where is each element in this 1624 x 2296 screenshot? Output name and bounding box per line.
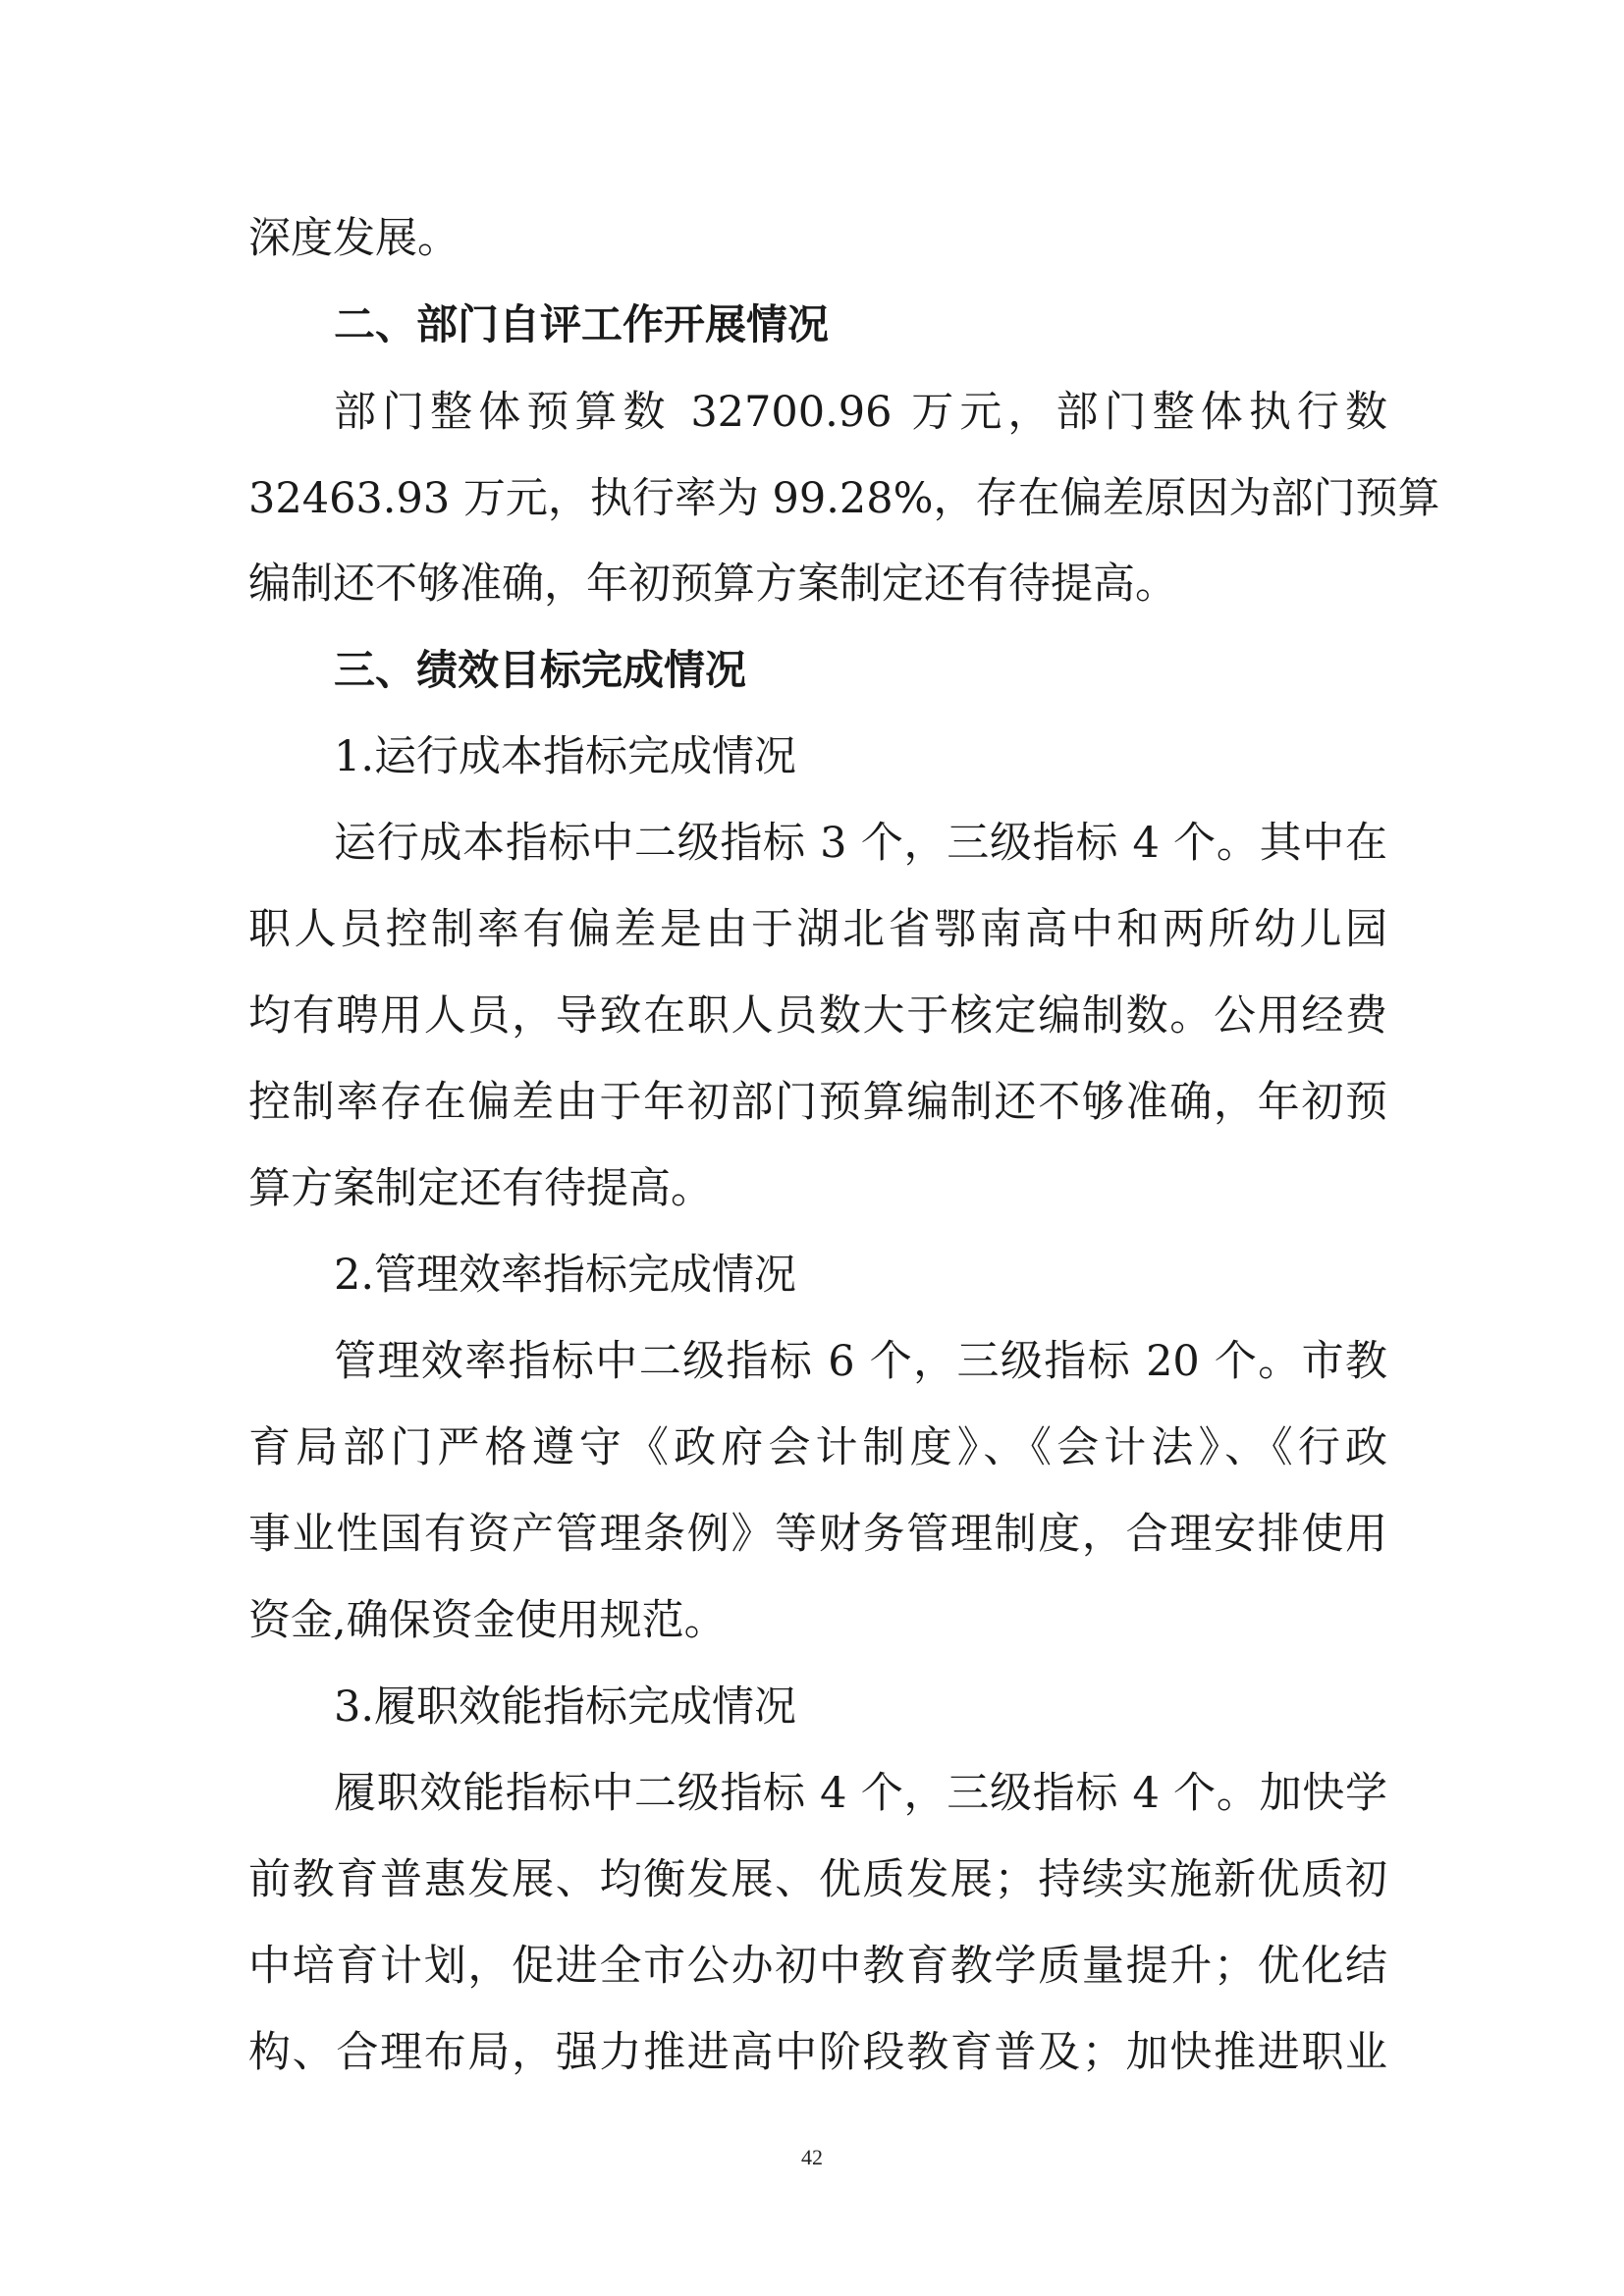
paragraph-line: 履职效能指标中二级指标 4 个，三级指标 4 个。加快学 [334,1769,1387,1818]
subsection-heading-performance-efficiency: 3.履职效能指标完成情况 [334,1682,797,1732]
paragraph-line: 资金,确保资金使用规范。 [248,1596,727,1645]
section-heading-performance-goals: 三、绩效目标完成情况 [334,646,747,694]
paragraph-line: 育局部门严格遵守《政府会计制度》、《会计法》、《行政 [248,1423,1387,1472]
paragraph-line: 32463.93 万元，执行率为 99.28%，存在偏差原因为部门预算 [248,474,1440,523]
paragraph-line: 事业性国有资产管理条例》等财务管理制度，合理安排使用 [248,1510,1387,1559]
paragraph-line: 职人员控制率有偏差是由于湖北省鄂南高中和两所幼儿园 [248,905,1387,954]
paragraph-line: 管理效率指标中二级指标 6 个，三级指标 20 个。市教 [334,1337,1387,1386]
paragraph-line: 控制率存在偏差由于年初部门预算编制还不够准确，年初预 [248,1078,1387,1127]
paragraph-line: 深度发展。 [248,214,460,263]
paragraph-line: 编制还不够准确，年初预算方案制定还有待提高。 [248,560,1177,609]
section-heading-self-evaluation: 二、部门自评工作开展情况 [334,300,830,348]
page-number: 42 [801,2145,823,2169]
subsection-heading-operating-cost: 1.运行成本指标完成情况 [334,732,797,781]
subsection-heading-management-efficiency: 2.管理效率指标完成情况 [334,1251,797,1300]
paragraph-line: 算方案制定还有待提高。 [248,1164,713,1213]
paragraph-line: 中培育计划，促进全市公办初中教育教学质量提升；优化结 [248,1942,1387,1991]
paragraph-line: 均有聘用人员，导致在职人员数大于核定编制数。公用经费 [248,991,1387,1041]
paragraph-line: 前教育普惠发展、均衡发展、优质发展；持续实施新优质初 [248,1855,1387,1904]
paragraph-line: 部门整体预算数 32700.96 万元，部门整体执行数 [334,388,1387,437]
paragraph-line: 构、合理布局，强力推进高中阶段教育普及；加快推进职业 [248,2028,1387,2077]
paragraph-line: 运行成本指标中二级指标 3 个，三级指标 4 个。其中在 [334,819,1387,868]
